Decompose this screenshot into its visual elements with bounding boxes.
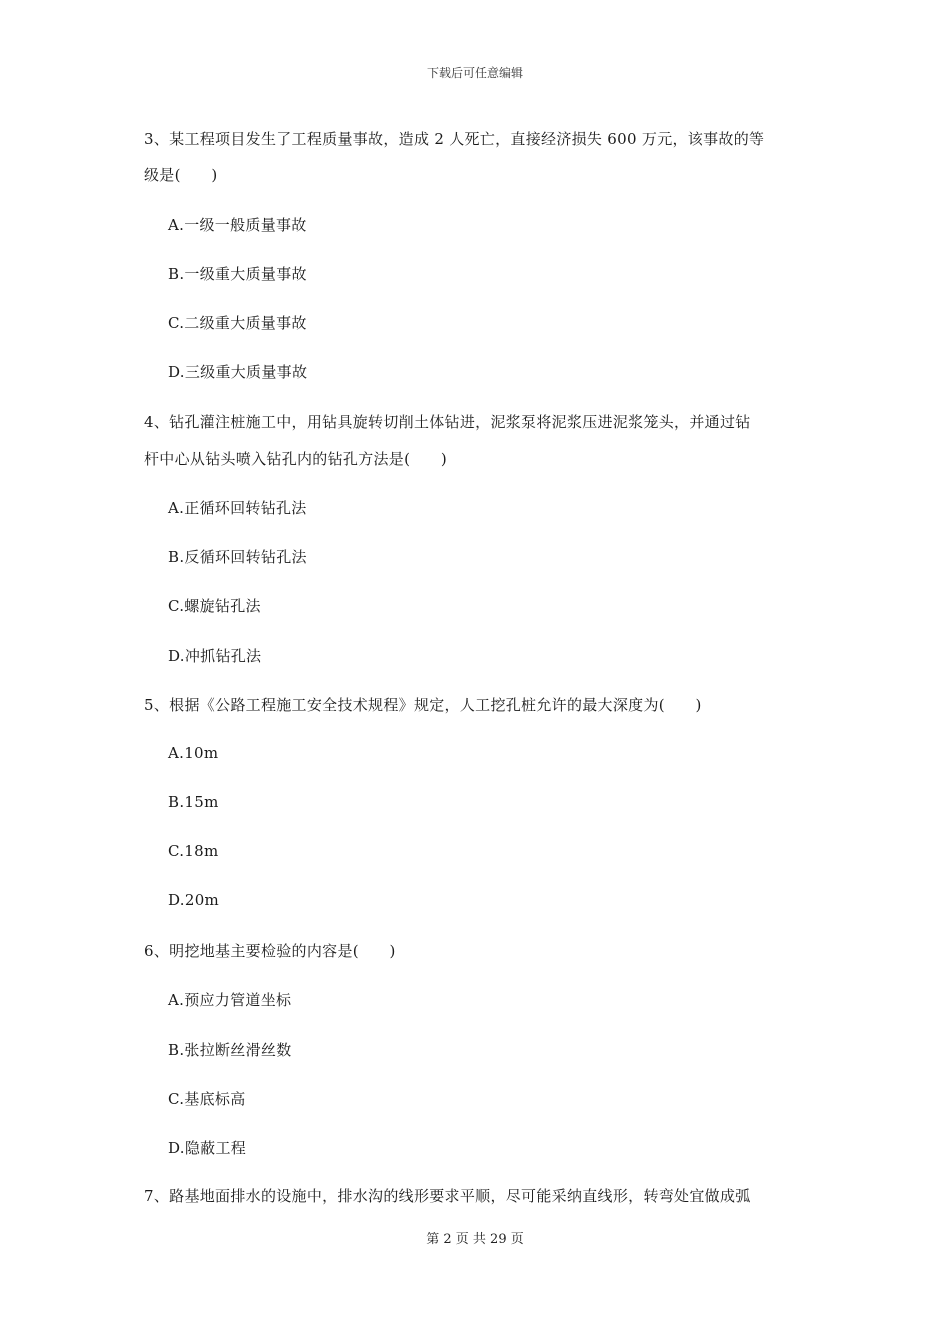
question-3-option-d: D.三级重大质量事故 bbox=[168, 363, 308, 381]
question-7-line-1: 7、路基地面排水的设施中，排水沟的线形要求平顺，尽可能采纳直线形，转弯处宜做成弧 bbox=[144, 1187, 751, 1205]
question-3-option-b: B.一级重大质量事故 bbox=[168, 265, 307, 283]
question-3-option-a: A.一级一般质量事故 bbox=[168, 216, 307, 234]
question-4-line-1: 4、钻孔灌注桩施工中，用钻具旋转切削土体钻进，泥浆泵将泥浆压进泥浆笼头，并通过钻 bbox=[144, 413, 751, 431]
question-6-line-1: 6、明挖地基主要检验的内容是( ) bbox=[144, 942, 396, 960]
question-4-option-c: C.螺旋钻孔法 bbox=[168, 597, 261, 615]
question-4-option-b: B.反循环回转钻孔法 bbox=[168, 548, 307, 566]
question-6-option-a: A.预应力管道坐标 bbox=[168, 991, 292, 1009]
question-3-option-c: C.二级重大质量事故 bbox=[168, 314, 307, 332]
question-5-option-d: D.20m bbox=[168, 891, 220, 909]
page-header: 下载后可任意编辑 bbox=[426, 66, 523, 80]
question-4-line-2: 杆中心从钻头喷入钻孔内的钻孔方法是( ) bbox=[144, 450, 448, 468]
question-5-line-1: 5、根据《公路工程施工安全技术规程》规定，人工挖孔桩允许的最大深度为( ) bbox=[144, 696, 702, 714]
page-footer: 第 2 页 共 29 页 bbox=[426, 1232, 524, 1247]
question-4-option-d: D.冲抓钻孔法 bbox=[168, 647, 262, 665]
question-4-option-a: A.正循环回转钻孔法 bbox=[168, 499, 307, 517]
question-6-option-d: D.隐蔽工程 bbox=[168, 1139, 247, 1157]
question-6-option-b: B.张拉断丝滑丝数 bbox=[168, 1041, 292, 1059]
question-5-option-b: B.15m bbox=[168, 793, 219, 811]
question-5-option-c: C.18m bbox=[168, 842, 219, 860]
question-3-line-1: 3、某工程项目发生了工程质量事故，造成 2 人死亡，直接经济损失 600 万元，该事故的等 bbox=[144, 130, 765, 148]
question-6-option-c: C.基底标高 bbox=[168, 1090, 246, 1108]
question-3-line-2: 级是( ) bbox=[144, 166, 218, 184]
question-5-option-a: A.10m bbox=[168, 744, 219, 762]
